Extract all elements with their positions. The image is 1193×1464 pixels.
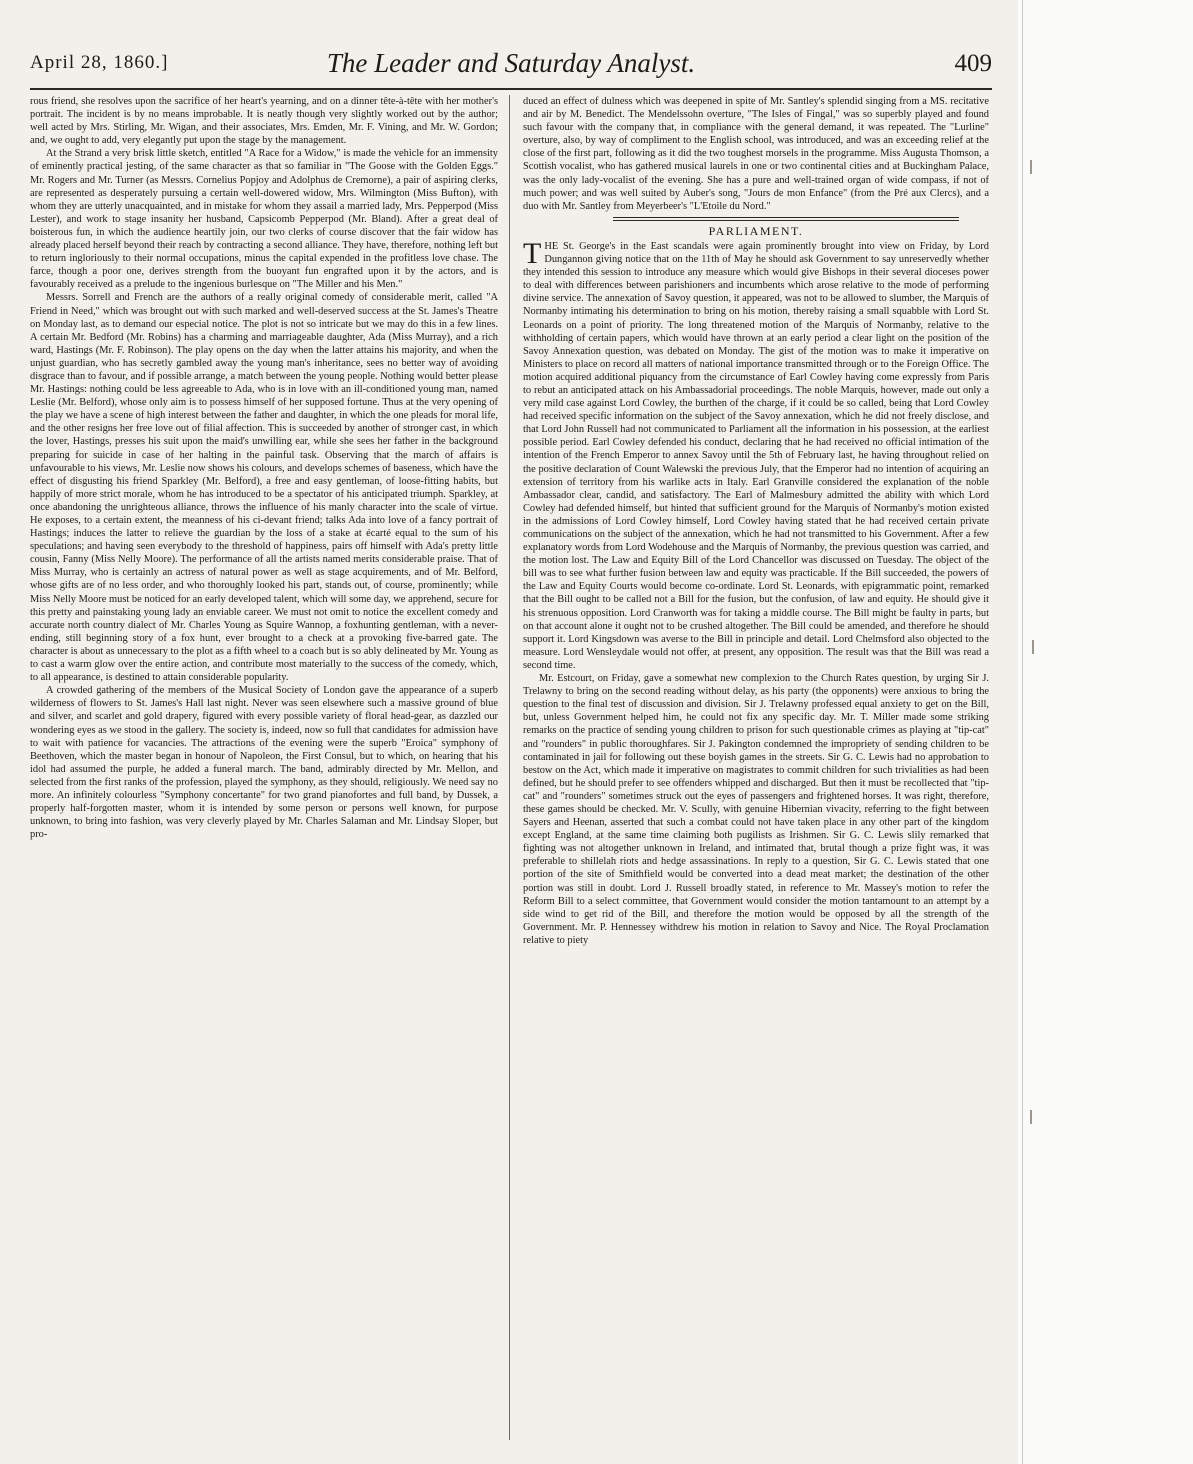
right-column (523, 95, 989, 1440)
paragraph: rous friend, she resolves upon the sacrifice of her heart's yearning, and on a dinner tête-à-tête with her mother's portrait. The incident is by no means improbable. It is neatly though very slightly worked out by the author; well acted by Mrs. Stirling, Mr. Wigan, and their associates, Mrs. Emden, Mr. F. Vining, and Mr. W. Gordon; and, we ought to add, very elegantly put upon the stage by the management. (30, 96, 498, 147)
column-divider (509, 95, 510, 1440)
paragraph: duced an effect of dulness which was deepened in spite of Mr. Santley's splendid singing from a MS. recitative and air by M. Benedict. The Mendelssohn overture, "The Isles of Fingal," was so superbly played and found such favour with the company that, in compliance with the general demand, it was repeated. The "Lurline" overture, also, by way of compliment to the English school, was introduced, and was an exceeding relief at the close of the first part, following as it did the two toughest morsels in the programme. Miss Augusta Thomson, a Scottish vocalist, who has gathered musical laurels in one or two continental cities and at Buckingham Palace, was the only lady-vocalist of the evening. She has a pure and well-trained organ of wide compass, if not of much power; and was well suited by Auber's song, "Jours de mon Enfance" (from the Pré aux Clercs), and a duo with Mr. Santley from Meyerbeer's "L'Etoile du Nord." (523, 96, 989, 212)
paragraph: Mr. Estcourt, on Friday, gave a somewhat new complexion to the Church Rates question, by urging Sir J. Trelawny to bring on the second reading without delay, as his party (the opponents) were anxious to bring the question to the final test of discussion and division. Sir J. Trelawny professed equal anxiety to get on the Bill, but, unless Government helped him, he could not fix any specific day. Mr. T. Miller made some striking remarks on the practice of sending young children to prison for such questionable crimes as playing at "tip-cat" and "rounders" in public thoroughfares. Sir J. Pakington condemned the impropriety of sending children to be contaminated in jail for following out these boyish games in the streets. Sir G. C. Lewis had no approbation to bestow on the Act, which made it imperative on magistrates to commit children for such trivialities as had been defined, but he should prefer to see offenders whipped and discharged. But then it must be recollected that "tip-cat" and "rounders" sometimes struck out the eyes of passengers and frightened horses. It was right, therefore, these games should be checked. Mr. V. Scully, with genuine Hibernian vivacity, referring to the fight between Sayers and Heenan, asserted that such a combat could not have taken place in any other part of the kingdom except England, at the same time claiming both pugilists as Irishmen. Sir G. C. Lewis slily remarked that fighting was not altogether unknown in Ireland, and intimated that, brutal though a prize fight was, it was preferable to shillelah riots and hedge assassinations. In reply to a question, Sir G. C. Lewis stated that one portion of the site of Smithfield would be converted into a dead meat market; the destination of the other portion was still in doubt. Lord J. Russell broadly stated, in reference to Mr. Massey's motion to refer the Reform Bill to a select committee, that Government would consider the motion tantamount to an attempt by a side wind to get rid of the Bill, and therefore the motion would be opposed by all the strength of the Government. Mr. P. Hennessey withdrew his motion in relation to Savoy and Nice. The Royal Proclamation relative to piety (523, 673, 989, 946)
paragraph: Messrs. Sorrell and French are the authors of a really original comedy of considerable merit, called "A Friend in Need," which was brought out with such marked and well-deserved success at the St. James's Theatre on Monday last, as to demand our especial notice. The plot is not so intricate but we may do this in a few lines. A certain Mr. Bedford (Mr. Robins) has a charming and marriageable daughter, Ada (Miss Murray), and a rich ward, Hastings (Mr. F. Robinson). The play opens on the day when the latter attains his majority, and when the unjust guardian, who has secretly gambled away the young man's inheritance, sees no better way of avoiding disgrace than to favour, and if possible arrange, a match between the young people. Nothing would better please Mr. Hastings: nothing could be less agreeable to Ada, who is in love with an ill-conditioned young man, named Leslie (Mr. Belford), whose only aim is to possess himself of her supposed fortune. Thus at the very opening of the play we have a scene of high interest between the father and daughter, in which the one pleads for moral life, and the other resigns her free love out of filial affection. This is succeeded by another of stronger cast, in which the lover, Hastings, presses his suit upon the maid's unwilling ear, while she sees her father in the background preparing for suicide in case of her halting in the painful task. Observing that the march of affairs is unfavourable to his views, Mr. Leslie now shows his colours, and develops schemes of baseness, which have the effect of disgusting his friend Sparkley (Mr. Belford), a free and easy gentleman, of loose-fitting habits, but happily of more strict morale, whom he has introduced to be a spectator of his anticipated triumph. Sparkley, at once abandoning the unrighteous alliance, throws the influence of his manly character into the scale of virtue. He exposes, to a certain extent, the meanness of his ci-devant friend; talks Ada into love of a fancy portrait of Hastings; induces the latter to relieve the guardian by the loss of a stake at écarté equal to the sum of his speculations; and having seen everybody to the threshold of happiness, pairs off himself with Ada's pretty little cousin, Fanny (Miss Nelly Moore). The performance of all the artists named merits considerable praise. That of Miss Murray, who is certainly an actress of natural power as well as stage acquirements, and of Mr. Belford, whose gifts are of no less order, and who thoroughly looked his part, stands out, of course, prominently; while Miss Nelly Moore must be noticed for an early developed talent, which will some day, we apprehend, secure for this pretty and painstaking young lady an enviable career. We must not omit to notice the excellent comedy and accurate north country dialect of Mr. Charles Young as Squire Wannop, a foxhunting gentleman, with a never-ending, still beginning story of a fox hunt, ever brought to a check at a provoking five-barred gate. The character is about as unnecessary to the plot as a fifth wheel to a coach but is so ably delineated by Mr. Young as to cast a warm glow over the entire action, and contribute most materially to the success of the comedy, which, to all appearance, is destined to attain considerable popularity. (30, 292, 498, 684)
left-column (30, 95, 498, 1440)
drop-cap: T (523, 236, 542, 270)
publication-title: The Leader and Saturday Analyst. (326, 48, 696, 78)
margin-speck (1030, 1110, 1032, 1124)
header-rule (30, 88, 992, 90)
issue-date: April 28, 1860.] (30, 52, 169, 73)
page-margin (1018, 0, 1193, 1464)
page-header (30, 48, 992, 88)
paragraph: At the Strand a very brisk little sketch, entitled "A Race for a Widow," is made the vehicle for an immensity of eminently practical jesting, of the same character as that so familiar in "The Goose with the Golden Eggs." Mr. Rogers and Mr. Turner (as Messrs. Cornelius Popjoy and Adolphus de Cremorne), a pair of aspiring clerks, are represented as desperately pursuing a certain well-dowered widow, Mrs. Wilmington (Miss Bufton), with whom they are utterly unacquainted, and in mistake for whom they assail a married lady, Mrs. Pepperpod (Miss Lester), and work to stage insanity her husband, Capsicomb Pepperpod (Mr. Bland). After a great deal of boisterous fun, in which the audience heartily join, our two clerks of course discover that the fair widow has already placed herself beyond their reach by contracting a second alliance. They have, therefore, nothing left but to return ingloriously to their normal occupations, minus the capital expended in the profitless love chase. The farce, though a poor one, derives strength from the buoyant fun engrafted upon it by the actors, and is favourably received as a prelude to the ingenious burlesque on "The Miller and his Men." (30, 148, 498, 291)
page-number: 409 (954, 50, 992, 77)
margin-speck (1032, 640, 1034, 654)
section-rule (613, 217, 959, 221)
paragraph: A crowded gathering of the members of the Musical Society of London gave the appearance of a superb wilderness of flowers to St. James's Hall last night. Never was seen elsewhere such a massive ground of blue and silver, and scarlet and gold drapery, figured with every possible variety of floral head-gear, as dazzled our wondering eyes as we stood in the gallery. The society is, indeed, now so full that candidates for admission have to wait with patience for vacancies. The attractions of the evening were the superb "Eroica" symphony of Beethoven, which the master began in honour of Napoleon, the First Consul, but to which, on hearing that his idol had assumed the purple, he added a funeral march. The band, admirably directed by Mr. Mellon, and selected from the first ranks of the profession, played the symphony, as they should, religiously. We need say no more. An infinitely colourless "Symphony concertante" for two grand pianofortes and full band, by Dussek, a properly half-forgotten master, whom it is intended by some person or persons well known, for purpose unknown, to bring into fashion, was very cleverly played by Mr. Charles Salaman and Mr. Lindsay Sloper, but pro- (30, 685, 498, 841)
margin-rule (1022, 0, 1023, 1464)
section-heading: PARLIAMENT. (708, 223, 804, 238)
paragraph (523, 236, 989, 672)
margin-speck (1030, 160, 1032, 174)
paragraph-text: HE St. George's in the East scandals were again prominently brought into view on Friday, by Lord Dungannon giving notice that on the 11th of May he should ask Government to say unreservedly whether they intended this session to introduce any measure which would give Bishops in their several dioceses power to deal with differences between parishioners and incumbents which arose relative to the mode of performing divine service. The annexation of Savoy question, it appeared, was not to be allowed to slumber, the Marquis of Normanby intimating his determination to bring on his motion, thereby raising a small squabble with Lord St. Leonards on a point of priority. The long threatened motion of the Marquis of Normanby, relative to the withholding of certain papers, which would have thrown at an early period a clear light on the position of the Savoy Annexation question, was debated on Monday. The gist of the motion was to make it imperative on Ministers to place on record all matters of national importance transmitted through or to the Foreign Office. The motion acquired additional piquancy from the circumstance of Earl Cowley having come expressly from Paris to rebut an anticipated attack on his Ambassadorial proceedings. The noble Marquis, however, made out only a very mild case against Lord Cowley, the burthen of the charge, if it could be so called, being that Lord Cowley had received specific information on the subject of the Savoy annexation, which he did not freely disclose, and that Lord John Russell had not communicated to Parliament all the information in his possession, at the earliest possible period. Earl Cowley defended his conduct, declaring that he had received no official intimation of the intention of the French Emperor to annex Savoy until the 5th of February last, he having throughout relied on the positive declaration of Count Walewski the previous July, that the Emperor had no intention of acquiring an extension of territory from his warlike acts in Italy. Earl Granville considered the explanation of the noble Ambassador clear, candid, and satisfactory. The Earl of Malmesbury admitted the ability with which Lord Cowley had defended himself, but hinted that sufficient ground for the Marquis of Normanby's motion existed in the admissions of Lord Cowley himself, Lord Cowley having stated that he had received certain private communications on the subject of the annexation, which he had not transmitted to his Government. After a few explanatory words from Lord Wodehouse and the Marquis of Normanby, the previous question was carried, and the motion lost. The Law and Equity Bill of the Lord Chancellor was discussed on Tuesday. The object of the bill was to see what further fusion between law and equity was practicable. If the Bill succeeded, the powers of the Law and Equity Courts would become co-ordinate. Lord St. Leonards, with epigrammatic point, remarked that the Bill ought to be called not a Bill for the fusion, but the confusion, of law and equity. He should give it his strenuous opposition. Lord Cranworth was for taking a middle course. The Bill might be faulty in parts, but on that account alone it ought not to be crushed altogether. The Bill could be amended, and therefore he should support it. Lord Kingsdown was averse to the Bill in principle and detail. Lord Chelmsford also objected to the measure. Lord Wensleydale would not offer, at present, any opposition. The result was that the Bill was read a second time. (523, 240, 989, 671)
